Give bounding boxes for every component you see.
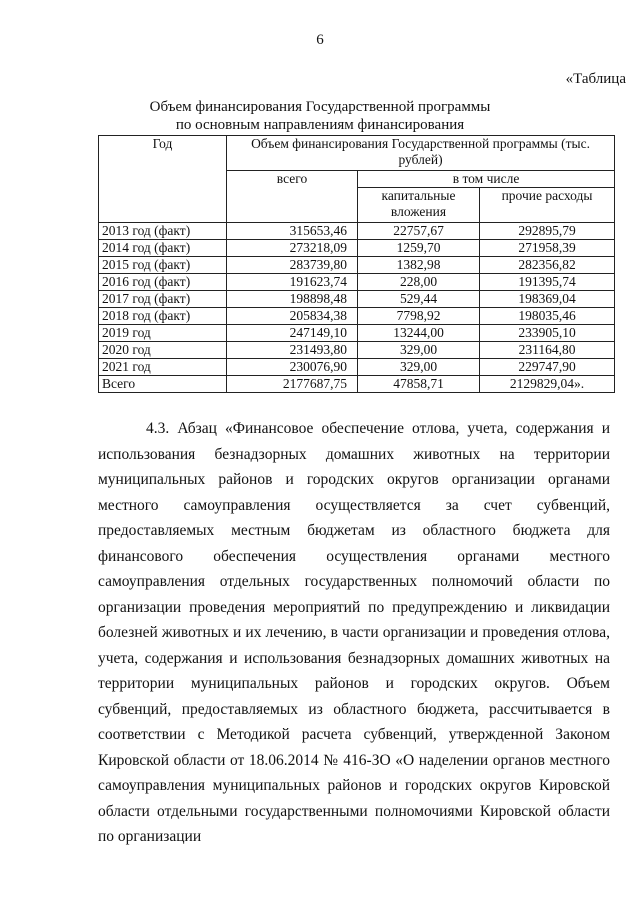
row-other: 292895,79 (480, 223, 615, 240)
paragraph-4-3: 4.3. Абзац «Финансовое обеспечение отлова, учета, содержания и использования безнадзорных домашних животных на территории муниципальных районов и городских округов организации органами местного самоуправления осуществляется за счет субвенций, предоставляемых местным бюджетам из областного бюджета для финансового обеспечения осуществления органами местного самоуправления отдельных государственных полномочий области по организации проведения мероприятий по предупреждению и ликвидации болезней животных и их лечению, в части организации и проведения отлова, учета, содержания и использования безнадзорных домашних животных на территории муниципальных районов и городских округов. Объем субвенций, предоставляемых из областного бюджета, рассчитывается в соответствии с Методикой расчета субвенций, утвержденной Законом Кировской области от 18.06.2014 № 416-ЗО «О наделении органов местного самоуправления муниципальных районов и городских округов Кировской области отдельными государственными полномочиями Кировской области по организации (98, 420, 610, 845)
table-row (99, 291, 615, 308)
row-total: 191623,74 (227, 274, 358, 291)
table-row (99, 308, 615, 325)
row-year: 2019 год (99, 325, 227, 342)
row-total: 247149,10 (227, 325, 358, 342)
row-capital: 22757,67 (358, 223, 480, 240)
header-total: всего (227, 171, 358, 223)
row-year: 2014 год (факт) (99, 240, 227, 257)
table-row (99, 342, 615, 359)
table-row (99, 223, 615, 240)
row-year: Всего (99, 376, 227, 393)
row-other: 2129829,04». (480, 376, 615, 393)
table-title (0, 98, 640, 134)
row-capital: 1382,98 (358, 257, 480, 274)
table-row (99, 325, 615, 342)
table-row (99, 274, 615, 291)
row-capital: 47858,71 (358, 376, 480, 393)
row-total: 205834,38 (227, 308, 358, 325)
row-other: 271958,39 (480, 240, 615, 257)
row-other: 198369,04 (480, 291, 615, 308)
row-total: 283739,80 (227, 257, 358, 274)
row-capital: 529,44 (358, 291, 480, 308)
row-total: 315653,46 (227, 223, 358, 240)
row-capital: 329,00 (358, 359, 480, 376)
header-financing: Объем финансирования Государственной программы (тыс. рублей) (227, 136, 615, 171)
row-year: 2015 год (факт) (99, 257, 227, 274)
row-year: 2021 год (99, 359, 227, 376)
table-row (99, 240, 615, 257)
row-year: 2020 год (99, 342, 227, 359)
header-capital: капитальные вложения (358, 188, 480, 223)
table-row-total (99, 376, 615, 393)
table-title-line1: Объем финансирования Государственной программы (149, 99, 491, 115)
header-other: прочие расходы (480, 188, 615, 223)
row-capital: 1259,70 (358, 240, 480, 257)
row-other: 229747,90 (480, 359, 615, 376)
header-year: Год (99, 136, 227, 223)
row-other: 198035,46 (480, 308, 615, 325)
table-label: «Таблица (565, 71, 626, 87)
row-year: 2016 год (факт) (99, 274, 227, 291)
table-row (99, 257, 615, 274)
page-number: 6 (316, 32, 324, 48)
row-capital: 13244,00 (358, 325, 480, 342)
row-total: 2177687,75 (227, 376, 358, 393)
row-other: 233905,10 (480, 325, 615, 342)
header-including: в том числе (358, 171, 615, 188)
row-total: 230076,90 (227, 359, 358, 376)
table-title-line2: по основным направлениям финансирования (175, 117, 465, 133)
row-total: 198898,48 (227, 291, 358, 308)
row-other: 282356,82 (480, 257, 615, 274)
body-text (98, 416, 610, 850)
row-capital: 7798,92 (358, 308, 480, 325)
table-row (99, 359, 615, 376)
row-other: 191395,74 (480, 274, 615, 291)
row-other: 231164,80 (480, 342, 615, 359)
financing-table (98, 135, 615, 393)
row-year: 2018 год (факт) (99, 308, 227, 325)
row-year: 2013 год (факт) (99, 223, 227, 240)
row-capital: 329,00 (358, 342, 480, 359)
row-capital: 228,00 (358, 274, 480, 291)
row-total: 273218,09 (227, 240, 358, 257)
row-total: 231493,80 (227, 342, 358, 359)
row-year: 2017 год (факт) (99, 291, 227, 308)
